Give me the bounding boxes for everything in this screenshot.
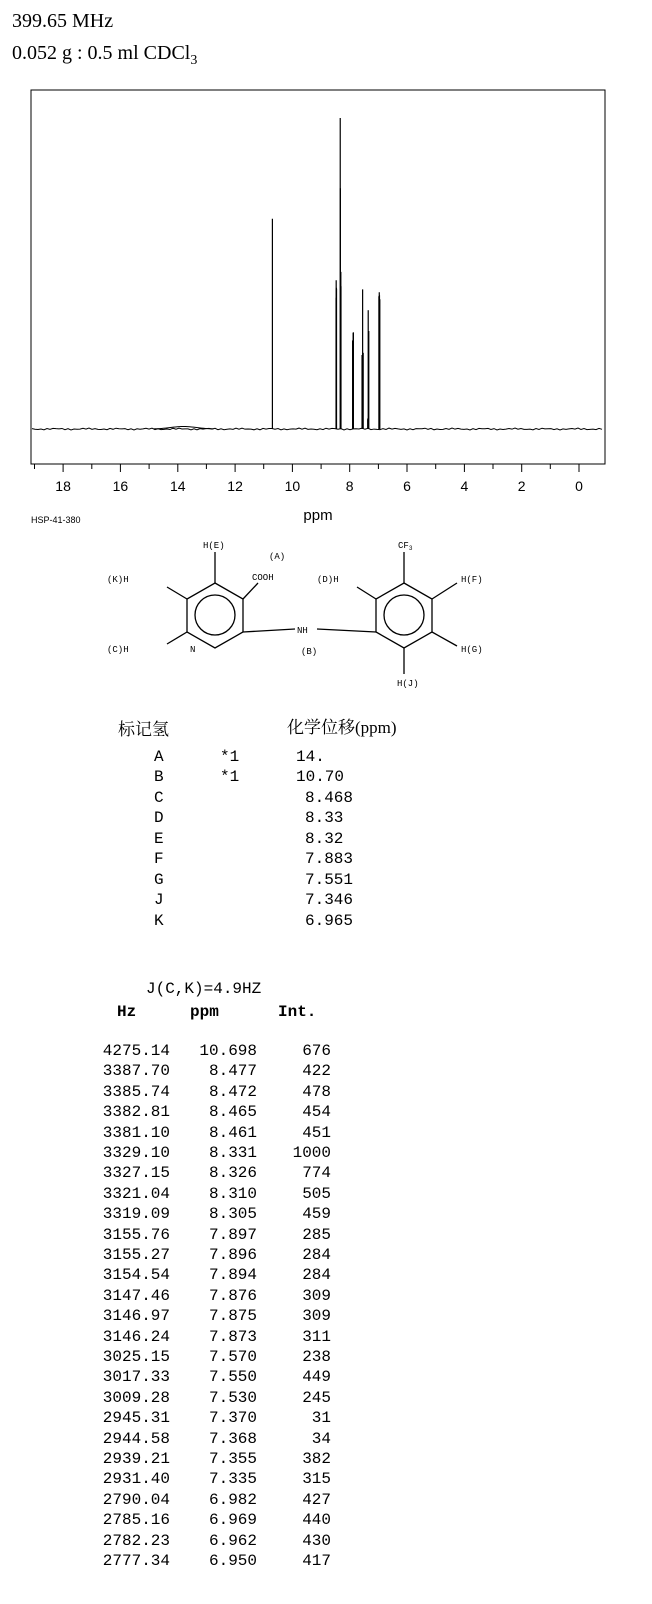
peak-hz: 3387.70 <box>102 1062 170 1081</box>
label-CF3-main: CF <box>398 541 409 551</box>
peak-int: 417 <box>302 1552 331 1570</box>
peak-hz: 3319.09 <box>102 1205 170 1224</box>
peak-hz: 3146.97 <box>102 1307 170 1326</box>
peak-int: 31 <box>311 1409 331 1428</box>
pyridine-aromatic-circle <box>195 595 235 635</box>
peak-ppm: 7.875 <box>208 1307 257 1326</box>
assignment-label: C <box>154 789 164 807</box>
peak-ppm: 10.698 <box>199 1042 257 1060</box>
peak-ppm: 7.530 <box>208 1388 257 1407</box>
peak-hz: 2790.04 <box>102 1490 170 1509</box>
assignment-label: K <box>154 912 164 930</box>
peak-hz: 3382.81 <box>102 1103 170 1122</box>
peak-ppm: 8.461 <box>208 1123 257 1142</box>
x-tick-label: 18 <box>55 478 71 494</box>
peak-hz: 4275.14 <box>102 1042 170 1060</box>
peak-hz: 2931.40 <box>102 1470 170 1489</box>
peak-hz: 3155.76 <box>102 1225 170 1244</box>
peak-hz: 3009.28 <box>102 1388 170 1407</box>
label-N: N <box>190 645 196 655</box>
peak-ppm: 6.982 <box>208 1490 257 1509</box>
peak-int: 451 <box>302 1123 331 1142</box>
assignment-shift: 7.346 <box>305 891 354 909</box>
assignment-label: A <box>154 748 164 766</box>
peak-hz: 3147.46 <box>102 1286 170 1305</box>
peak-ppm: 7.570 <box>208 1348 257 1366</box>
assignment-label: D <box>154 809 164 827</box>
assignment-shift: 8.33 <box>305 809 344 827</box>
peak-int: 454 <box>302 1103 331 1122</box>
peak-int: 440 <box>302 1511 331 1530</box>
peak-int: 284 <box>302 1246 331 1264</box>
nmr-spectrum-chart <box>0 0 652 540</box>
peak-hz: 3146.24 <box>102 1327 170 1346</box>
x-tick-label: 10 <box>284 478 301 494</box>
peak-int: 311 <box>302 1327 331 1346</box>
peak-int: 505 <box>302 1184 331 1203</box>
peak-ppm: 6.950 <box>208 1552 257 1570</box>
assignment-shift: 7.883 <box>305 850 354 868</box>
label-G: H(G) <box>461 645 483 655</box>
peak-hz: 2782.23 <box>102 1531 170 1550</box>
peak-hz: 2939.21 <box>102 1450 170 1468</box>
benzene-aromatic-circle <box>384 595 424 635</box>
spectrum-baseline <box>32 428 602 430</box>
x-tick-label: 8 <box>345 478 354 494</box>
assignment-shift: 7.551 <box>305 871 354 889</box>
peak-hz: 3025.15 <box>102 1348 170 1366</box>
bond-HC <box>167 632 187 644</box>
peak-hz: 2777.34 <box>102 1552 170 1570</box>
sample-text: 0.052 g : 0.5 ml CDCl <box>12 42 191 64</box>
x-tick-label: 12 <box>227 478 243 494</box>
peak-int: 34 <box>311 1429 331 1448</box>
peak-ppm: 8.305 <box>208 1205 257 1224</box>
assignment-note: *1 <box>220 768 240 786</box>
label-D: (D)H <box>317 575 339 585</box>
peak-hz: 3385.74 <box>102 1082 170 1101</box>
peak-ppm: 7.370 <box>208 1409 257 1428</box>
spectrum-code: HSP-41-380 <box>31 515 81 525</box>
assignment-shift: 8.468 <box>305 789 354 807</box>
bond-ring-NH <box>243 629 295 632</box>
assignment-label: G <box>154 871 164 889</box>
peak-lines <box>272 118 379 429</box>
x-tick-label: 16 <box>112 478 129 494</box>
peak-hz: 3381.10 <box>102 1123 170 1142</box>
plot-frame <box>31 90 605 464</box>
assignment-col-shift-header: 化学位移(ppm) <box>287 718 397 737</box>
peak-ppm: 7.896 <box>208 1246 257 1264</box>
coupling-constant: J(C,K)=4.9HZ <box>146 980 262 998</box>
peak-ppm: 7.897 <box>208 1225 257 1244</box>
peak-ppm: 6.962 <box>208 1531 257 1550</box>
bond-HD <box>357 587 376 599</box>
label-K: (K)H <box>107 575 129 585</box>
assignment-shift: 6.965 <box>305 912 354 930</box>
assignment-shift: 14. <box>296 748 325 766</box>
label-F: H(F) <box>461 575 483 585</box>
assignment-note: *1 <box>220 748 240 766</box>
peak-hz: 3329.10 <box>102 1144 170 1162</box>
peak-table-header-int: Int. <box>278 1003 317 1021</box>
assignment-shift: 10.70 <box>296 768 345 786</box>
peak-ppm: 7.368 <box>208 1429 257 1448</box>
bond-HG <box>432 632 457 646</box>
x-tick-label: 4 <box>460 478 469 494</box>
molecular-structure <box>95 540 535 700</box>
peak-int: 430 <box>302 1531 331 1550</box>
peak-int: 459 <box>302 1205 331 1224</box>
assignment-label: B <box>154 768 164 786</box>
peak-ppm: 7.550 <box>208 1368 257 1387</box>
peak-int: 284 <box>302 1266 331 1285</box>
sample-subscript: 3 <box>190 53 198 68</box>
peak-int: 309 <box>302 1307 331 1326</box>
peak-int: 478 <box>302 1082 331 1101</box>
peak-int: 1000 <box>292 1144 331 1162</box>
peak-hz: 3017.33 <box>102 1368 170 1387</box>
assignment-shift: 8.32 <box>305 830 344 848</box>
assignment-label: F <box>154 850 164 868</box>
label-COOH: COOH <box>252 573 274 583</box>
peak-int: 676 <box>302 1042 331 1060</box>
peak-int: 309 <box>302 1286 331 1305</box>
x-tick-label: 14 <box>170 478 186 494</box>
assignment-col-label-header: 标记氢 <box>118 720 169 739</box>
peak-int: 382 <box>302 1450 331 1468</box>
bond-COOH <box>243 583 258 599</box>
peak-ppm: 8.331 <box>208 1144 257 1162</box>
peak-table-header-ppm: ppm <box>190 1003 219 1021</box>
peak-ppm: 6.969 <box>208 1511 257 1530</box>
peak-ppm: 8.465 <box>208 1103 257 1122</box>
peak-int: 238 <box>302 1348 331 1366</box>
x-tick-label: 6 <box>403 478 411 494</box>
peak-int: 285 <box>302 1225 331 1244</box>
bond-HK <box>167 587 187 599</box>
peak-int: 245 <box>302 1388 331 1407</box>
peak-ppm: 7.894 <box>208 1266 257 1285</box>
peak-ppm: 8.472 <box>208 1082 257 1101</box>
peak-int: 774 <box>302 1164 331 1183</box>
peak-int: 422 <box>302 1062 331 1081</box>
peak-hz: 3154.54 <box>102 1266 170 1285</box>
label-J: H(J) <box>397 679 419 689</box>
peak-hz: 3155.27 <box>102 1246 170 1264</box>
label-CF3 <box>398 541 413 552</box>
assignment-label: J <box>154 891 164 909</box>
label-A: (A) <box>269 552 286 562</box>
peak-ppm: 7.876 <box>208 1286 257 1305</box>
label-C: (C)H <box>107 645 129 655</box>
spectrometer-frequency: 399.65 MHz <box>12 10 114 32</box>
bond-NH-ring <box>317 629 376 632</box>
peak-ppm: 7.335 <box>208 1470 257 1489</box>
x-axis-label: ppm <box>303 507 333 524</box>
label-HE: H(E) <box>203 541 225 551</box>
label-B: (B) <box>301 647 318 657</box>
peak-hz: 2785.16 <box>102 1511 170 1530</box>
peak-hz: 3321.04 <box>102 1184 170 1203</box>
peak-ppm: 8.477 <box>208 1062 257 1081</box>
peak-table-header-hz: Hz <box>117 1003 137 1021</box>
peak-hz: 2945.31 <box>102 1409 170 1428</box>
assignment-label: E <box>154 830 164 848</box>
peak-int: 315 <box>302 1470 331 1489</box>
x-tick-label: 0 <box>575 478 583 494</box>
peak-ppm: 8.310 <box>208 1184 257 1203</box>
peak-int: 449 <box>302 1368 331 1387</box>
label-CF3-sub: 3 <box>408 545 413 552</box>
peak-hz: 3327.15 <box>102 1164 170 1183</box>
bond-HF <box>432 583 457 599</box>
peak-ppm: 7.873 <box>208 1327 257 1346</box>
peak-int: 427 <box>302 1490 331 1509</box>
x-axis-ticks <box>35 464 584 494</box>
label-NH: NH <box>297 626 308 636</box>
x-tick-label: 2 <box>517 478 526 494</box>
peak-hz: 2944.58 <box>102 1429 170 1448</box>
peak-ppm: 8.326 <box>208 1164 257 1183</box>
peak-ppm: 7.355 <box>208 1450 257 1468</box>
